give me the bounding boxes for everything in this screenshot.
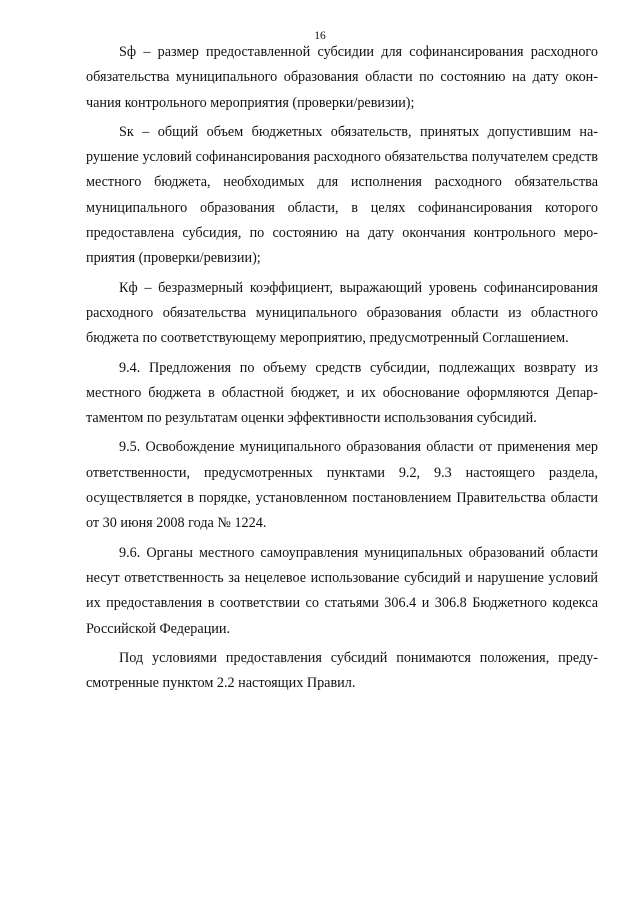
paragraph-kf-definition: Кф – безразмерный коэффициент, выражающий уровень софинансирования расходного обязательства муниципального образования области из областного бюджета по соответствующему мероприятию, предусмотренный Соглашением. [86,279,598,347]
paragraph-sf-definition: Sф – размер предоставленной субсидии для софинансирования расходного обязательства муниципального образования области по состоянию на дату окончания контрольного мероприятия (проверки/ревизии); [86,44,598,111]
page-number: 16 [314,30,326,42]
paragraph-sk-definition: Sк – общий объем бюджетных обязательств, принятых допустившим нарушение условий софинансирования расходного обязательства получателем средств местного бюджета, необходимых для исполнения расходного обязательства муниципального образования области, в целях софинансирования которого предоставлена субсидия, по состоянию на дату окончания контрольного мероприятия (проверки/ревизии); [86,123,598,267]
paragraph-9-6: 9.6. Органы местного самоуправления муниципальных образований области несут ответственность за нецелевое использование субсидий и нарушение условий их предоставления в соответствии со статьями 306.4 и 306.8 Бюджетного кодекса Российской Федерации. [86,544,598,637]
paragraph-conditions: Под условиями предоставления субсидий понимаются положения, предусмотренные пунктом 2.2 настоящих Правил. [86,649,598,692]
page-content [86,40,598,700]
paragraph-9-5: 9.5. Освобождение муниципального образования области от применения мер ответственности, предусмотренных пунктами 9.2, 9.3 настоящего раздела, осуществляется в порядке, установленном постановлением Правительства области от 30 июня 2008 года № 1224. [86,439,598,532]
paragraph-9-4: 9.4. Предложения по объему средств субсидии, подлежащих возврату из местного бюджета в областной бюджет, и их обоснование оформляются Департаментом по результатам оценки эффективности использования субсидий. [86,359,598,427]
